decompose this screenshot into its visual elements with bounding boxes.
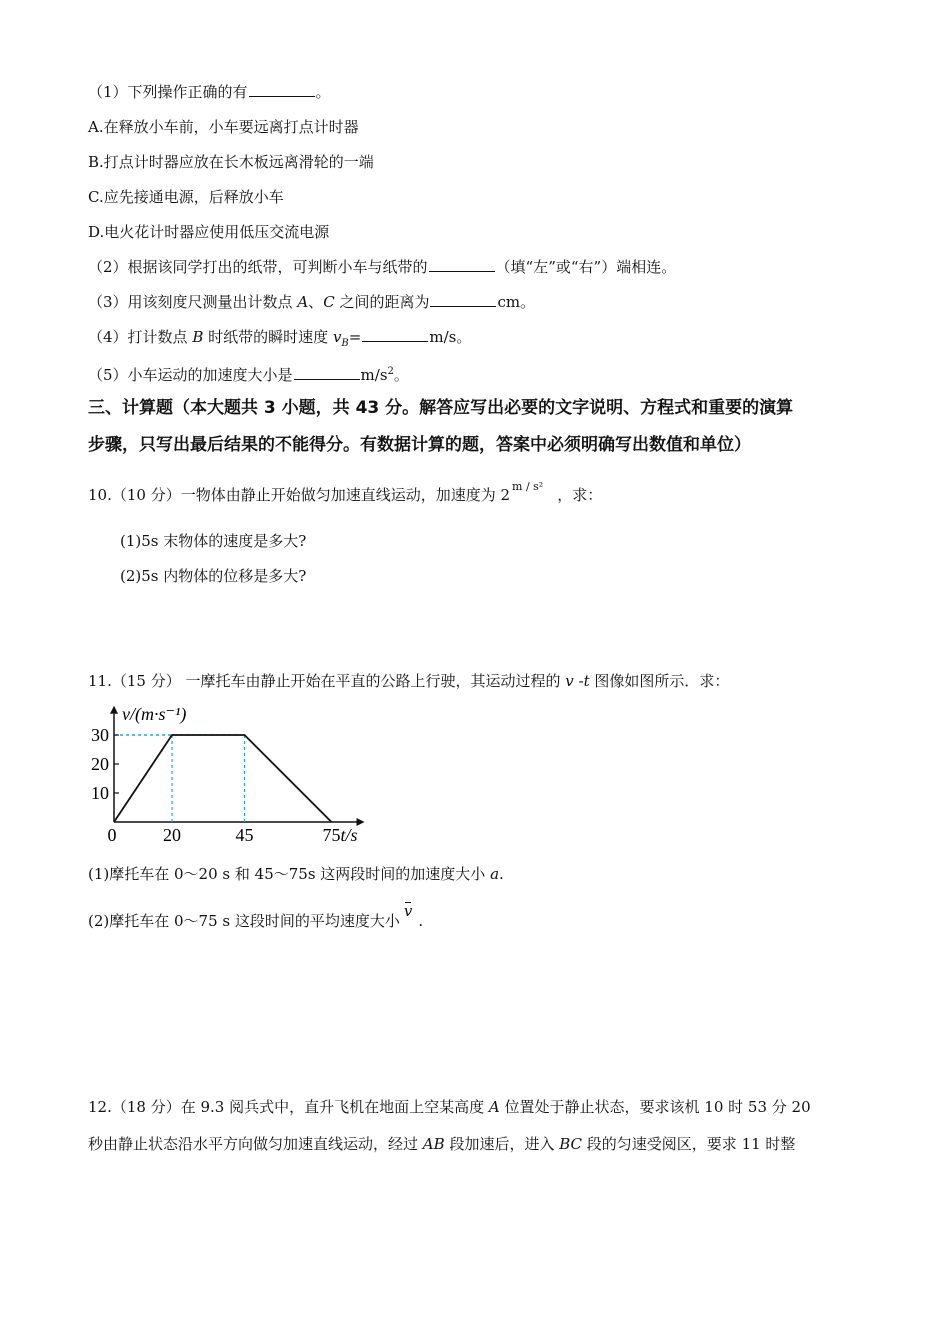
x-axis-label: t/s: [340, 825, 358, 845]
q9-part1: （1）下列操作正确的有 。: [88, 83, 331, 101]
q12-line1: 12.（18 分）在 9.3 阅兵式中，直升飞机在地面上空某高度 A 位置处于静止状态，要求该机 10 时 53 分 20: [88, 1098, 811, 1116]
answer-blank: [294, 365, 360, 380]
y-axis-arrow: [110, 706, 118, 714]
answer-blank: [249, 82, 315, 97]
q9-option-c: C.应先接通电源，后释放小车: [88, 188, 284, 206]
x-tick-label: 45: [235, 825, 254, 845]
q9-part4: （4）打计数点 B 时纸带的瞬时速度 $v_B= m/s$。: [88, 328, 472, 349]
x-tick-label: 0: [107, 825, 117, 845]
q11-stem: 11.（15 分） 一摩托车由静止开始在平直的公路上行驶，其运动过程的 v -t 图像如图所示．求：: [88, 672, 730, 690]
q9-part5: （5）小车运动的加速度大小是 $m/s^2$。: [88, 366, 409, 384]
q12-line2: 秒由静止状态沿水平方向做匀加速直线运动，经过 AB 段加速后，进入 BC 段的匀速受阅区，要求 11 时整: [88, 1135, 796, 1153]
q10-sub1: (1)5s 末物体的速度是多大?: [120, 532, 307, 550]
y-tick-label: 20: [91, 754, 109, 774]
x-tick-label: 75: [322, 825, 341, 845]
q9-part2: （2）根据该同学打出的纸带，可判断小车与纸带的 （填“左”或“右”）端相连。: [88, 258, 677, 276]
section-heading-line2: 步骤，只写出最后结果的不能得分。有数据计算的题，答案中必须明确写出数值和单位）: [88, 435, 751, 455]
q9-option-a: A.在释放小车前，小车要远离打点计时器: [88, 118, 359, 136]
y-axis-label: v/(m·s⁻¹): [122, 704, 187, 724]
v-bar-symbol: v: [403, 902, 413, 920]
q9-part3: （3）用该刻度尺测量出计数点 A、C 之间的距离为 cm。: [88, 293, 536, 311]
velocity-line: [114, 735, 332, 822]
q11-sub1: (1)摩托车在 0～20 s 和 45～75s 这两段时间的加速度大小 a.: [88, 865, 504, 883]
q10-sub2: (2)5s 内物体的位移是多大?: [120, 567, 307, 585]
q9-option-d: D.电火花计时器应使用低压交流电源: [88, 223, 330, 241]
y-tick-label: 10: [91, 783, 109, 803]
answer-blank: [362, 327, 428, 342]
vt-graph: [88, 700, 358, 845]
q11-sub2: (2)摩托车在 0～75 s 这段时间的平均速度大小v.: [88, 902, 424, 930]
x-axis-arrow: [357, 818, 365, 826]
x-tick-label: 20: [163, 825, 181, 845]
answer-blank: [430, 292, 496, 307]
answer-blank: [429, 257, 495, 272]
q9-option-b: B.打点计时器应放在长木板远离滑轮的一端: [88, 153, 374, 171]
y-tick-label: 30: [91, 725, 109, 745]
section-heading-line1: 三、计算题（本大题共 3 小题，共 43 分。解答应写出必要的文字说明、方程式和重要的演算: [88, 398, 794, 418]
q10-stem: 10.（10 分）一物体由静止开始做匀加速直线运动，加速度为 2 $^{m / s^2}$ ，求：: [88, 480, 603, 504]
